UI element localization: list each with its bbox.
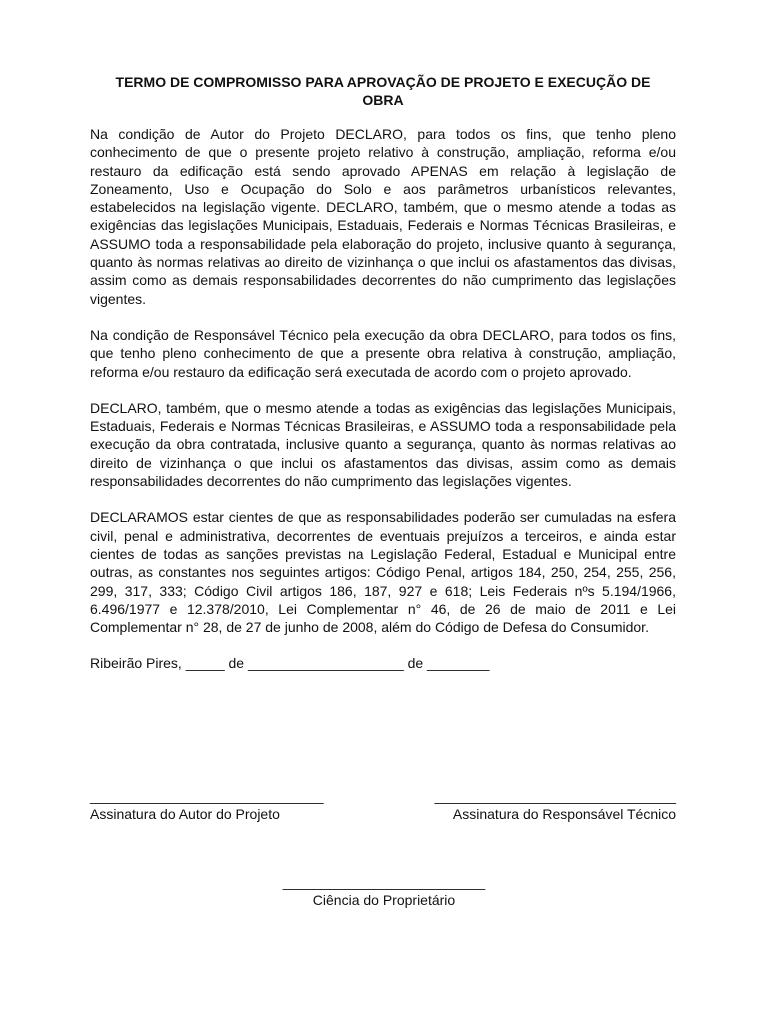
- technician-signature-label: Assinatura do Responsável Técnico: [452, 806, 676, 822]
- technician-signature-line: _______________________________: [434, 788, 676, 804]
- place-date-line: Ribeirão Pires, _____ de ____________________ de ________: [90, 655, 490, 672]
- technician-signature-block: [435, 787, 676, 823]
- document-title: TERMO DE COMPROMISSO PARA APROVAÇÃO DE PROJETO E EXECUÇÃO DE OBRA: [115, 74, 651, 108]
- owner-signature-label: Ciência do Proprietário: [312, 892, 456, 908]
- owner-signature-line: __________________________: [282, 874, 486, 890]
- author-signature-label: Assinatura do Autor do Projeto: [90, 806, 280, 822]
- paragraph-technician-declaration: Na condição de Responsável Técnico pela execução da obra DECLARO, para todos os fins, que tenho pleno conhecimento de que a presente obra relativa à construção, ampliação, reforma e/ou restauro da edificação será executada de acordo com o projeto aprovado.: [90, 326, 676, 380]
- document-page: [90, 73, 676, 672]
- author-signature-block: [90, 787, 324, 823]
- paragraph-author-declaration: Na condição de Autor do Projeto DECLARO, para todos os fins, que tenho pleno conhecimento de que o presente projeto relativo à construção, ampliação, reforma e/ou restauro da edificação está sendo aprovado APENAS em relação à legislação de Zoneamento, Uso e Ocupação do Solo e aos parâmetros urbanísticos relevantes, estabelecidos na legislação vigente. DECLARO, também, que o mesmo atende a todas as exigências das legislações Municipais, Estaduais, Federais e Normas Técnicas Brasileiras, e ASSUMO toda a responsabilidade pela elaboração do projeto, inclusive quanto à segurança, quanto às normas relativas ao direito de vizinhança o que inclui os afastamentos das divisas, assim como as demais responsabilidades decorrentes do não cumprimento das legislações vigentes.: [90, 126, 676, 307]
- paragraph-joint-declaration: DECLARAMOS estar cientes de que as responsabilidades poderão ser cumuladas na esfera civil, penal e administrativa, decorrentes de eventuais prejuízos a terceiros, e ainda estar cientes de todas as sanções previstas na Legislação Federal, Estadual e Municipal entre outras, as constantes nos seguintes artigos: Código Penal, artigos 184, 250, 254, 255, 256, 299, 317, 333; Código Civil artigos 186, 187, 927 e 618; Leis Federais nºs 5.194/1966, 6.496/1977 e 12.378/2010, Lei Complementar n° 46, de 26 de maio de 2011 e Lei Complementar n° 28, de 27 de junho de 2008, além do Código de Defesa do Consumidor.: [90, 509, 676, 636]
- owner-signature-block: [0, 873, 768, 909]
- paragraph-compliance-declaration: DECLARO, também, que o mesmo atende a todas as exigências das legislações Municipais, Estaduais, Federais e Normas Técnicas Brasileiras, e ASSUMO toda a responsabilidade pela execução da obra contratada, inclusive quanto a segurança, quanto às normas relativas ao direito de vizinhança o que inclui os afastamentos das divisas, assim como as demais responsabilidades decorrentes do não cumprimento das legislações vigentes.: [90, 399, 676, 490]
- author-signature-line: ______________________________: [90, 788, 324, 804]
